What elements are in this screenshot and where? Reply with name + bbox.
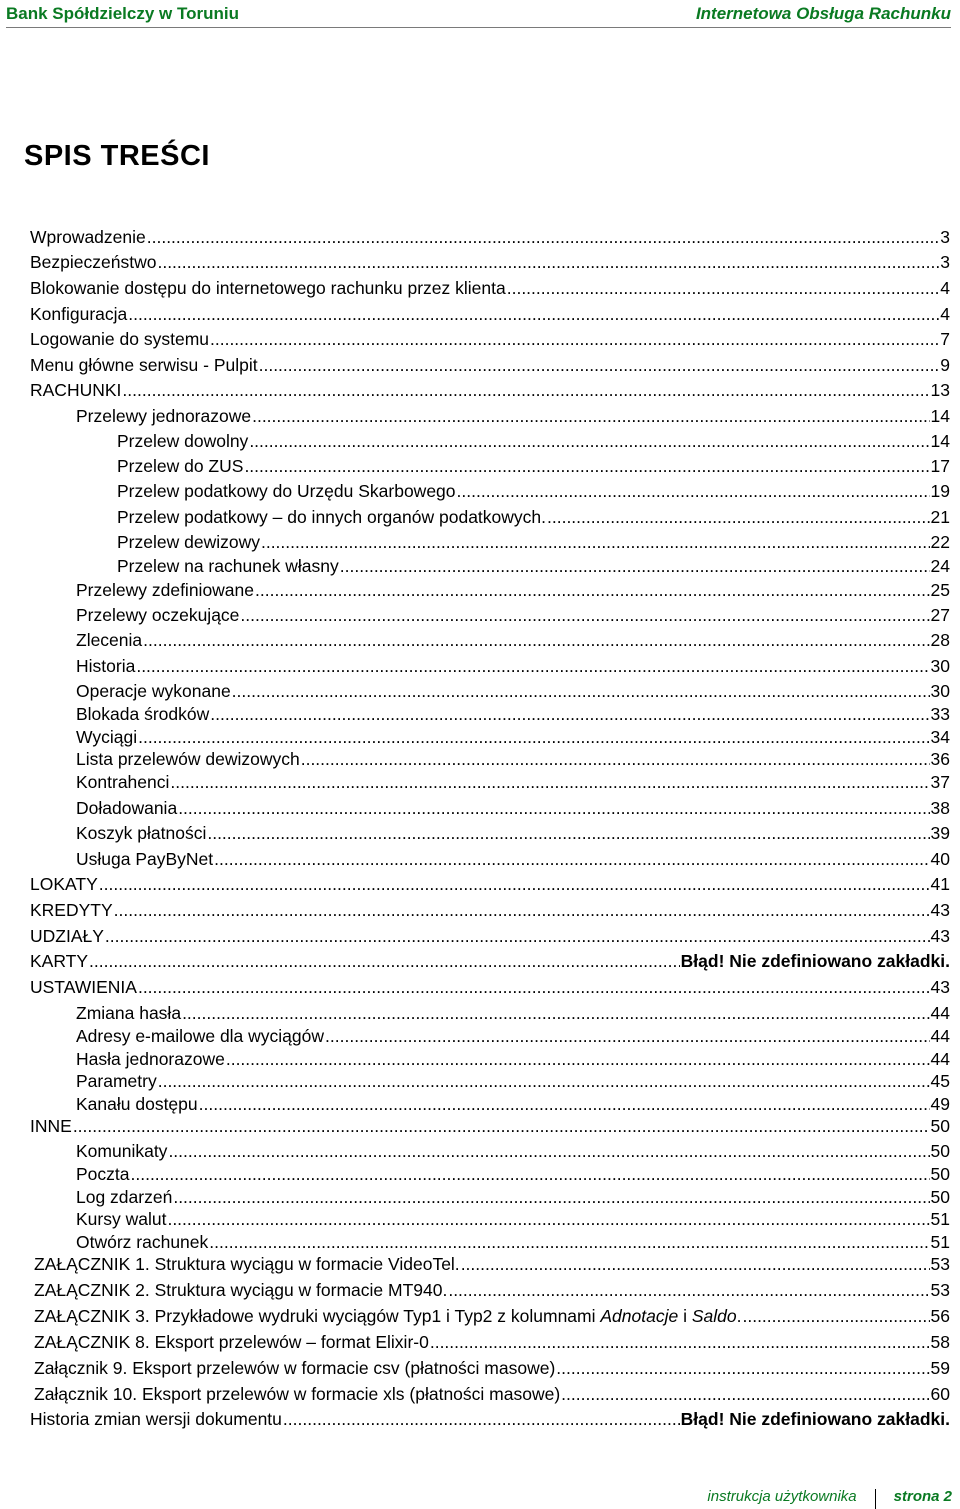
toc-entry[interactable] [117, 479, 950, 503]
toc-entry-label: Kontrahenci [76, 772, 170, 792]
toc-dot-leader [128, 302, 939, 326]
toc-entry-page: 53 [930, 1254, 950, 1274]
toc-dot-leader [448, 1278, 929, 1302]
toc-entry[interactable] [76, 679, 950, 703]
toc-entry-label: RACHUNKI [30, 380, 122, 400]
footer-page-number: strona 2 [893, 1487, 952, 1505]
toc-entry-label-part: . [736, 1306, 742, 1326]
toc-dot-leader [158, 1069, 930, 1093]
toc-entry-label: Załącznik 9. Eksport przelewów w formacie csv (płatności masowe) [34, 1358, 556, 1378]
toc-dot-leader [89, 949, 680, 973]
toc-entry-label: Przelew do ZUS [117, 456, 244, 476]
toc-entry[interactable] [30, 378, 950, 402]
toc-entry-page: 43 [930, 900, 950, 920]
toc-entry-label: Przelew dewizowy [117, 532, 260, 552]
toc-entry[interactable] [34, 1278, 950, 1302]
toc-entry[interactable] [76, 1162, 950, 1186]
toc-entry-page: 38 [930, 798, 950, 818]
toc-entry-label: Przelew podatkowy – do innych organów podatkowych. [117, 507, 546, 527]
toc-entry-page: 30 [930, 656, 950, 676]
toc-entry-page: 39 [930, 823, 950, 843]
toc-entry-page: 21 [930, 507, 950, 527]
toc-entry[interactable] [30, 924, 950, 948]
toc-entry-page: 58 [930, 1332, 950, 1352]
toc-dot-leader [143, 628, 929, 652]
toc-entry-page: 43 [930, 977, 950, 997]
toc-entry-label: Przelewy jednorazowe [76, 406, 252, 426]
toc-entry-error: Błąd! Nie zdefiniowano zakładki. [680, 1409, 950, 1429]
toc-dot-leader [283, 1407, 680, 1431]
toc-entry-label: Usługa PayByNet [76, 849, 214, 869]
toc-dot-leader [255, 578, 930, 602]
toc-entry-page: 27 [930, 605, 950, 625]
toc-entry-page: 34 [930, 727, 950, 747]
toc-dot-leader [147, 225, 940, 249]
footer-doc-label: instrukcja użytkownika [707, 1487, 857, 1505]
toc-entry-page: 50 [930, 1164, 950, 1184]
toc-entry-label-part: Adnotacje [600, 1306, 679, 1326]
toc-entry-label: Kanału dostępu [76, 1094, 198, 1114]
toc-entry[interactable] [76, 747, 950, 771]
toc-entry[interactable] [76, 628, 950, 652]
toc-entry[interactable] [30, 302, 950, 326]
toc-entry[interactable] [76, 1207, 950, 1231]
toc-entry-error: Błąd! Nie zdefiniowano zakładki. [680, 951, 950, 971]
toc-dot-leader [742, 1304, 929, 1328]
toc-entry-page: 37 [930, 772, 950, 792]
toc-entry-label: Historia zmian wersji dokumentu [30, 1409, 282, 1429]
toc-dot-leader [138, 725, 929, 749]
toc-entry[interactable] [76, 1024, 950, 1048]
toc-entry[interactable] [76, 1230, 950, 1254]
toc-entry-page: 13 [930, 380, 950, 400]
toc-entry-label: Menu główne serwisu - Pulpit [30, 355, 258, 375]
toc-entry-label: KARTY [30, 951, 89, 971]
page-title: SPIS TREŚCI [24, 140, 210, 172]
toc-entry-label: Zlecenia [76, 630, 143, 650]
toc-entry-page: 36 [930, 749, 950, 769]
toc-entry-page: 44 [930, 1003, 950, 1023]
toc-dot-leader [252, 404, 929, 428]
toc-dot-leader [178, 796, 929, 820]
toc-entry-label: Wyciągi [76, 727, 138, 747]
toc-entry[interactable] [34, 1330, 950, 1354]
toc-entry-label: INNE [30, 1116, 72, 1136]
toc-entry-label-part: i [678, 1306, 692, 1326]
toc-entry[interactable] [76, 702, 950, 726]
toc-dot-leader [209, 1230, 929, 1254]
toc-entry[interactable] [30, 250, 950, 274]
toc-dot-leader [547, 505, 930, 529]
toc-entry-page: 60 [930, 1384, 950, 1404]
toc-entry[interactable] [76, 847, 950, 871]
toc-entry-page: 7 [940, 329, 950, 349]
toc-dot-leader [461, 1252, 930, 1276]
toc-entry[interactable] [117, 454, 950, 478]
toc-entry[interactable] [30, 898, 950, 922]
toc-dot-leader [99, 872, 930, 896]
toc-dot-leader [167, 1207, 929, 1231]
toc-entry-label: Wprowadzenie [30, 227, 146, 247]
toc-entry[interactable] [76, 1069, 950, 1093]
toc-dot-leader [73, 1114, 930, 1138]
toc-dot-leader [249, 429, 929, 453]
toc-dot-leader [507, 276, 940, 300]
toc-entry-page: 50 [930, 1187, 950, 1207]
toc-dot-leader [136, 654, 929, 678]
toc-entry[interactable] [117, 554, 950, 578]
toc-entry-label: Przelewy zdefiniowane [76, 580, 255, 600]
toc-entry[interactable] [76, 654, 950, 678]
toc-dot-leader [301, 747, 930, 771]
toc-dot-leader [199, 1092, 930, 1116]
toc-entry[interactable] [76, 1047, 950, 1071]
toc-entry-label: LOKATY [30, 874, 98, 894]
toc-entry-page: 51 [930, 1209, 950, 1229]
toc-dot-leader [122, 378, 929, 402]
toc-entry-page: 50 [930, 1116, 950, 1136]
toc-entry-label: Przelewy oczekujące [76, 605, 240, 625]
toc-entry[interactable] [34, 1382, 950, 1406]
toc-entry[interactable] [30, 872, 950, 896]
toc-entry-label: USTAWIENIA [30, 977, 137, 997]
toc-entry-label: Hasła jednorazowe [76, 1049, 225, 1069]
toc-entry[interactable] [76, 725, 950, 749]
toc-dot-leader [131, 1162, 930, 1186]
toc-dot-leader [173, 1185, 929, 1209]
toc-entry-page: 45 [930, 1071, 950, 1091]
toc-dot-leader [210, 327, 939, 351]
toc-entry-label: KREDYTY [30, 900, 113, 920]
toc-entry[interactable] [76, 1092, 950, 1116]
toc-entry[interactable] [30, 353, 950, 377]
toc-entry-page: 19 [930, 481, 950, 501]
toc-entry-label: Przelew podatkowy do Urzędu Skarbowego [117, 481, 456, 501]
toc-entry[interactable] [30, 225, 950, 249]
toc-dot-leader [232, 679, 930, 703]
toc-dot-leader [138, 975, 930, 999]
toc-dot-leader [210, 702, 929, 726]
toc-entry[interactable] [76, 821, 950, 845]
toc-dot-leader [457, 479, 930, 503]
toc-entry[interactable] [30, 975, 950, 999]
toc-entry[interactable] [34, 1252, 950, 1276]
toc-dot-leader [168, 1139, 929, 1163]
toc-entry-page: 28 [930, 630, 950, 650]
toc-entry-page: 4 [940, 278, 950, 298]
toc-entry-label-part: ZAŁĄCZNIK 3. Przykładowe wydruki wyciągów Typ1 i Typ2 z kolumnami [34, 1306, 601, 1326]
toc-entry-page: 4 [940, 304, 950, 324]
toc-entry-label: UDZIAŁY [30, 926, 104, 946]
toc-entry-label: Log zdarzeń [76, 1187, 173, 1207]
toc-entry-page: 49 [930, 1094, 950, 1114]
toc-entry-page: 17 [930, 456, 950, 476]
toc-dot-leader [157, 250, 939, 274]
toc-entry-page: 53 [930, 1280, 950, 1300]
toc-entry-label: ZAŁĄCZNIK 2. Struktura wyciągu w formacie MT940. [34, 1280, 448, 1300]
toc-entry-page: 51 [930, 1232, 950, 1252]
toc-entry-page: 14 [930, 431, 950, 451]
toc-entry[interactable] [76, 1139, 950, 1163]
toc-entry-page: 25 [930, 580, 950, 600]
toc-entry-page: 14 [930, 406, 950, 426]
toc-dot-leader [214, 847, 929, 871]
page-header [6, 3, 951, 28]
toc-entry[interactable] [76, 796, 950, 820]
toc-dot-leader [261, 530, 930, 554]
page-footer [707, 1486, 952, 1506]
toc-dot-leader [170, 770, 929, 794]
toc-entry-page: 56 [930, 1306, 950, 1326]
toc-entry[interactable] [117, 429, 950, 453]
toc-entry-label: Blokada środków [76, 704, 210, 724]
toc-dot-leader [430, 1330, 930, 1354]
toc-entry-page: 44 [930, 1049, 950, 1069]
toc-entry[interactable] [76, 578, 950, 602]
toc-entry[interactable] [30, 1114, 950, 1138]
toc-entry-label: Poczta [76, 1164, 130, 1184]
toc-entry[interactable] [117, 530, 950, 554]
toc-entry-label [34, 1304, 741, 1328]
toc-entry-label: Przelew dowolny [117, 431, 249, 451]
toc-entry-label: Logowanie do systemu [30, 329, 209, 349]
toc-entry-label: Blokowanie dostępu do internetowego rachunku przez klienta [30, 278, 506, 298]
toc-dot-leader [182, 1001, 929, 1025]
toc-dot-leader [114, 898, 930, 922]
toc-entry-page: 3 [940, 227, 950, 247]
toc-entry-label: Koszyk płatności [76, 823, 207, 843]
toc-entry-label: Lista przelewów dewizowych [76, 749, 300, 769]
toc-entry-label: Zmiana hasła [76, 1003, 182, 1023]
toc-entry[interactable] [34, 1356, 950, 1380]
toc-entry-label: ZAŁĄCZNIK 1. Struktura wyciągu w formacie VideoTel. [34, 1254, 460, 1274]
toc-entry[interactable] [117, 505, 950, 529]
toc-entry[interactable] [76, 1001, 950, 1025]
toc-entry-page: 59 [930, 1358, 950, 1378]
toc-entry[interactable] [30, 1407, 950, 1431]
toc-entry-label: Doładowania [76, 798, 178, 818]
toc-dot-leader [561, 1382, 929, 1406]
toc-entry-label: Konfiguracja [30, 304, 128, 324]
toc-entry-page: 41 [930, 874, 950, 894]
toc-entry[interactable] [76, 1185, 950, 1209]
toc-entry[interactable] [30, 949, 950, 973]
toc-entry-label: Kursy walut [76, 1209, 167, 1229]
toc-entry-page: 24 [930, 556, 950, 576]
toc-entry-label: Komunikaty [76, 1141, 168, 1161]
toc-dot-leader [259, 353, 940, 377]
toc-entry-label: Operacje wykonane [76, 681, 231, 701]
toc-entry[interactable] [30, 276, 950, 300]
toc-entry-label-part: Saldo [691, 1306, 737, 1326]
toc-dot-leader [340, 554, 930, 578]
toc-entry-page: 3 [940, 252, 950, 272]
toc-dot-leader [325, 1024, 930, 1048]
toc-entry[interactable] [76, 404, 950, 428]
toc-entry[interactable] [34, 1304, 950, 1328]
bank-name: Bank Spółdzielczy w Toruniu [6, 4, 239, 23]
toc-entry[interactable] [76, 603, 950, 627]
toc-entry[interactable] [76, 770, 950, 794]
toc-dot-leader [226, 1047, 930, 1071]
toc-entry-label: Załącznik 10. Eksport przelewów w formacie xls (płatności masowe) [34, 1384, 561, 1404]
toc-entry-label: ZAŁĄCZNIK 8. Eksport przelewów – format Elixir-0 [34, 1332, 429, 1352]
toc-entry-page: 30 [930, 681, 950, 701]
service-name: Internetowa Obsługa Rachunku [695, 4, 951, 23]
toc-entry-label: Przelew na rachunek własny [117, 556, 339, 576]
toc-entry-label: Bezpieczeństwo [30, 252, 157, 272]
toc-dot-leader [207, 821, 929, 845]
footer-separator [875, 1489, 876, 1509]
toc-dot-leader [556, 1356, 929, 1380]
toc-entry-label: Historia [76, 656, 136, 676]
toc-entry-label: Otwórz rachunek [76, 1232, 209, 1252]
toc-entry-page: 9 [940, 355, 950, 375]
toc-entry-page: 33 [930, 704, 950, 724]
toc-dot-leader [240, 603, 929, 627]
toc-dot-leader [105, 924, 930, 948]
toc-entry-page: 50 [930, 1141, 950, 1161]
toc-entry[interactable] [30, 327, 950, 351]
toc-entry-page: 44 [930, 1026, 950, 1046]
toc-dot-leader [244, 454, 929, 478]
toc-entry-page: 43 [930, 926, 950, 946]
toc-entry-page: 22 [930, 532, 950, 552]
toc-entry-label: Parametry [76, 1071, 157, 1091]
toc-entry-label: Adresy e-mailowe dla wyciągów [76, 1026, 325, 1046]
toc-entry-page: 40 [930, 849, 950, 869]
